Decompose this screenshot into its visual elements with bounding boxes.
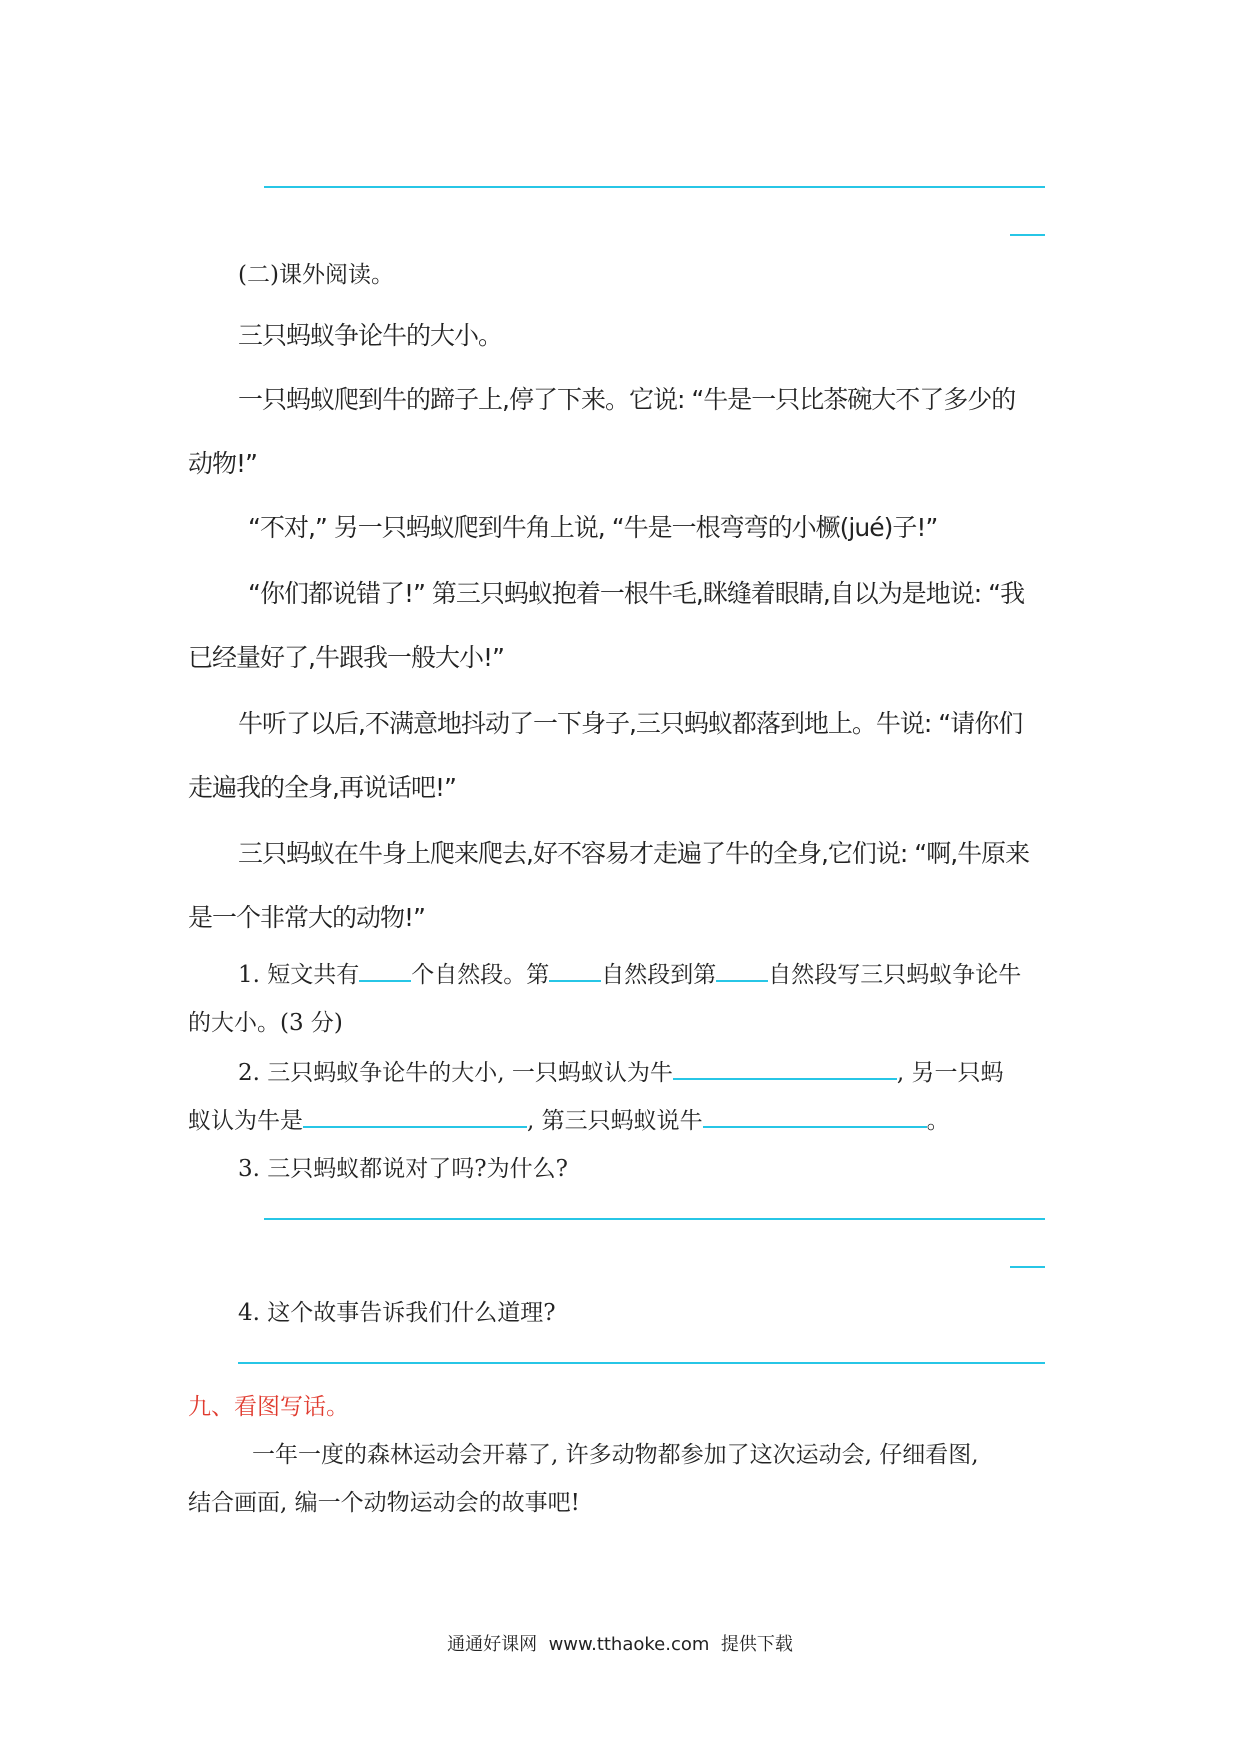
story-paragraph: 动物!” bbox=[188, 449, 257, 478]
question-text: 1. 短文共有 bbox=[238, 962, 360, 988]
question-2-line-2 bbox=[188, 1102, 950, 1135]
answer-blank[interactable] bbox=[359, 958, 411, 982]
story-paragraph: 已经量好了,牛跟我一般大小!” bbox=[188, 643, 504, 672]
story-paragraph: 牛听了以后,不满意地抖动了一下身子,三只蚂蚁都落到地上。牛说: “请你们 bbox=[238, 709, 1023, 738]
story-paragraph: “你们都说错了!” 第三只蚂蚁抱着一根牛毛,眯缝着眼睛,自以为是地说: “我 bbox=[248, 579, 1025, 608]
question-4: 4. 这个故事告诉我们什么道理? bbox=[238, 1300, 556, 1326]
footer-text: 通通好课网 www.tthaoke.com 提供下载 bbox=[447, 1634, 793, 1655]
question-text: 。 bbox=[926, 1108, 950, 1134]
answer-blank[interactable] bbox=[303, 1104, 527, 1128]
story-paragraph: “不对,” 另一只蚂蚁爬到牛角上说, “牛是一根弯弯的小橛(jué)子!” bbox=[248, 513, 938, 542]
answer-line-end[interactable] bbox=[1010, 234, 1045, 236]
answer-blank[interactable] bbox=[716, 958, 768, 982]
answer-line-end[interactable] bbox=[1010, 1266, 1045, 1268]
section-nine-prompt: 一年一度的森林运动会开幕了, 许多动物都参加了这次运动会, 仔细看图, bbox=[252, 1442, 979, 1468]
question-3: 3. 三只蚂蚁都说对了吗?为什么? bbox=[238, 1156, 568, 1182]
question-text: 自然段到第 bbox=[601, 962, 717, 988]
question-text: 2. 三只蚂蚁争论牛的大小, 一只蚂蚁认为牛 bbox=[238, 1060, 673, 1086]
question-text: 个自然段。第 bbox=[411, 962, 550, 988]
story-title: 三只蚂蚁争论牛的大小。 bbox=[238, 321, 503, 350]
section-nine-heading: 九、看图写话。 bbox=[188, 1394, 349, 1420]
answer-line[interactable] bbox=[238, 1362, 1045, 1364]
answer-line[interactable] bbox=[264, 1218, 1045, 1220]
question-1 bbox=[238, 956, 1021, 989]
section-nine-prompt: 结合画面, 编一个动物运动会的故事吧! bbox=[188, 1490, 580, 1516]
story-paragraph: 是一个非常大的动物!” bbox=[188, 903, 425, 932]
story-paragraph: 三只蚂蚁在牛身上爬来爬去,好不容易才走遍了牛的全身,它们说: “啊,牛原来 bbox=[238, 839, 1030, 868]
question-2 bbox=[238, 1054, 1004, 1087]
story-paragraph: 一只蚂蚁爬到牛的蹄子上,停了下来。它说: “牛是一只比茶碗大不了多少的 bbox=[238, 385, 1016, 414]
question-text: 自然段写三只蚂蚁争论牛 bbox=[768, 962, 1022, 988]
answer-line[interactable] bbox=[264, 186, 1045, 188]
question-text: , 第三只蚂蚁说牛 bbox=[527, 1108, 703, 1134]
answer-blank[interactable] bbox=[703, 1104, 927, 1128]
question-1-line-2: 的大小。(3 分) bbox=[188, 1010, 343, 1036]
question-text: 蚁认为牛是 bbox=[188, 1108, 303, 1134]
question-text: , 另一只蚂 bbox=[896, 1060, 1004, 1086]
answer-blank[interactable] bbox=[673, 1056, 897, 1080]
section-heading: (二)课外阅读。 bbox=[238, 262, 394, 288]
answer-blank[interactable] bbox=[549, 958, 601, 982]
story-paragraph: 走遍我的全身,再说话吧!” bbox=[188, 773, 456, 802]
